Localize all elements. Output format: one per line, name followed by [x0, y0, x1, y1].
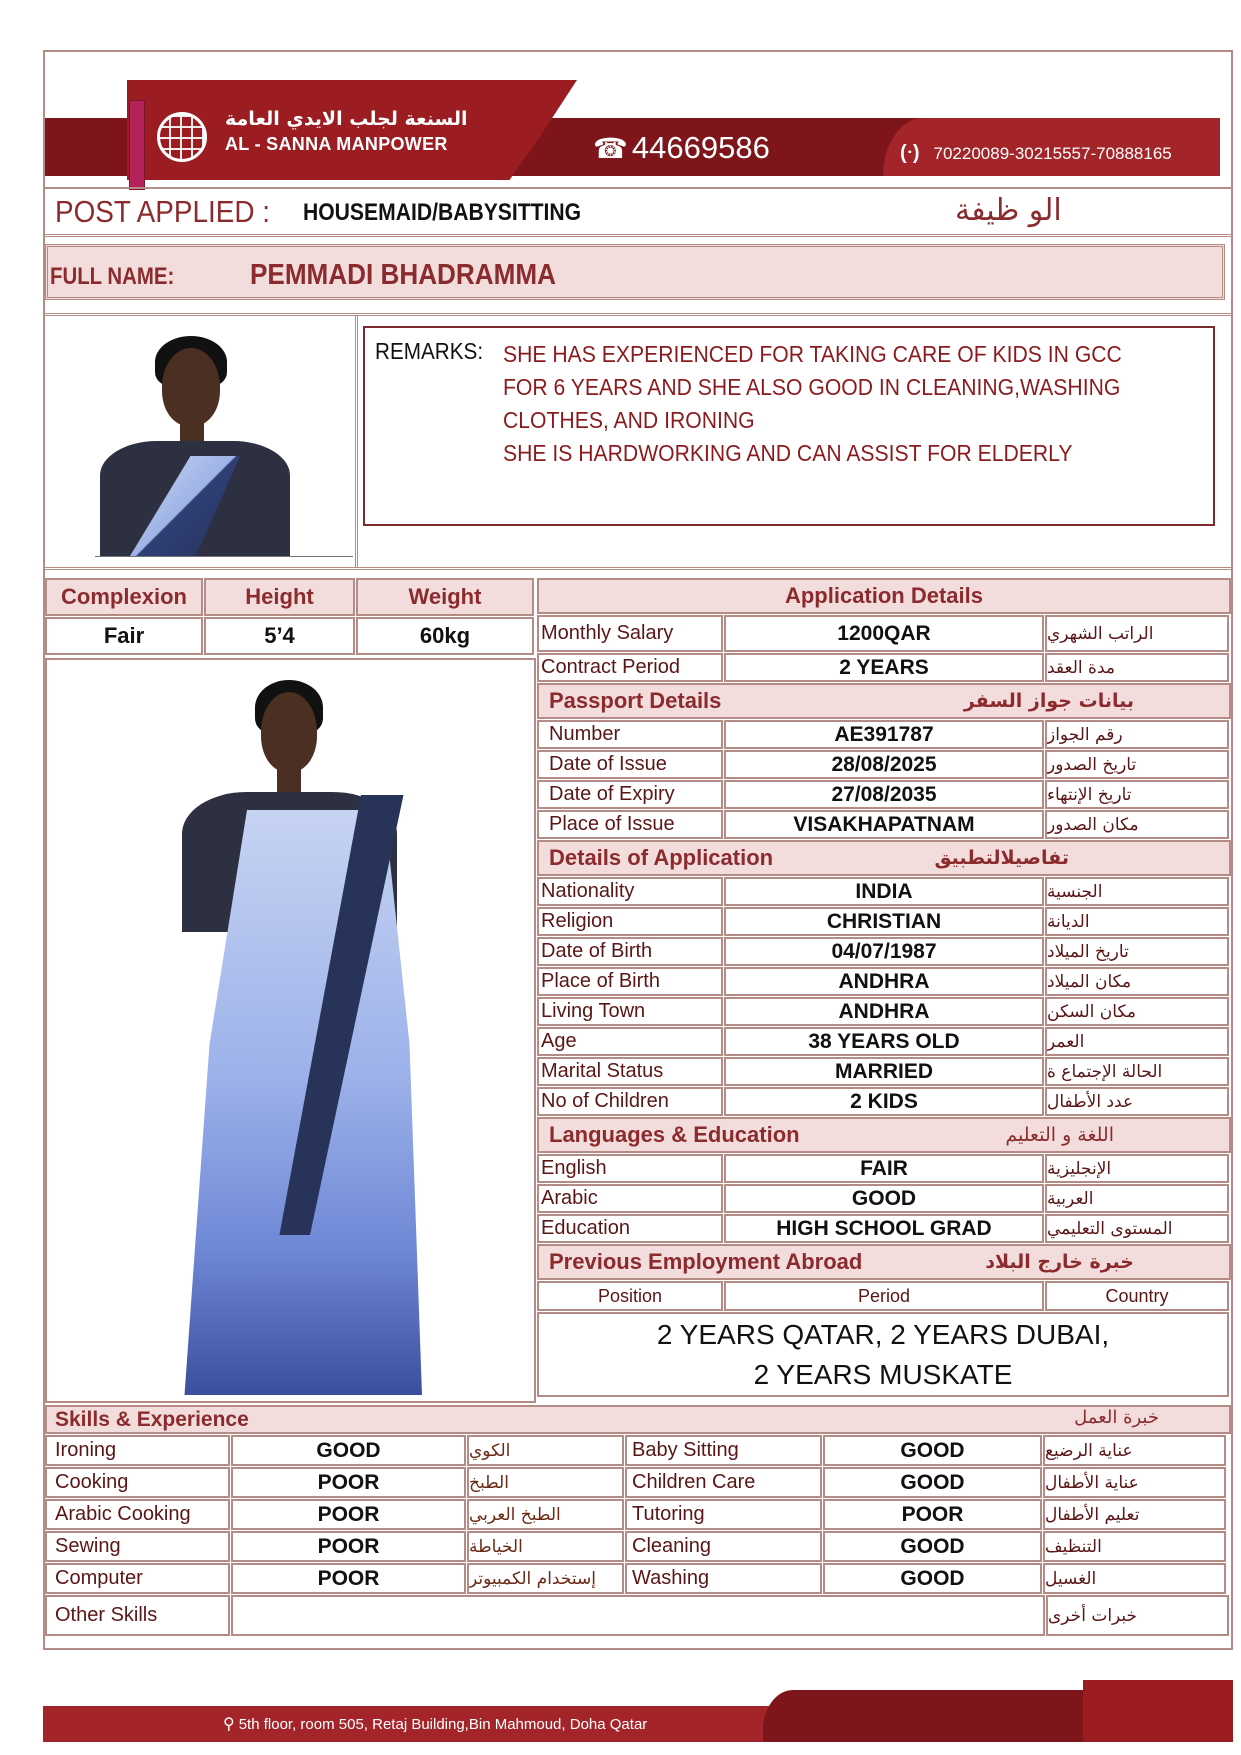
- company-name: AL - SANNA MANPOWER: [225, 134, 448, 154]
- post-applied-value: HOUSEMAID/BABYSITTING: [303, 199, 582, 226]
- post-applied-label-arabic: الو ظيفة: [955, 193, 1062, 228]
- no-of-children-label-arabic: عدد الأطفال: [1045, 1087, 1229, 1116]
- nationality-label: Nationality: [537, 877, 723, 906]
- arabic-value: GOOD: [724, 1184, 1044, 1213]
- date-of-birth-label-arabic: تاريخ الميلاد: [1045, 937, 1229, 966]
- company-name-arabic: السنعة لجلب الايدي العامة: [225, 108, 468, 130]
- detail-row: [537, 720, 1231, 749]
- nationality-value: INDIA: [724, 877, 1044, 906]
- religion-label: Religion: [537, 907, 723, 936]
- details-of-application-title: Details of Application: [549, 845, 774, 870]
- previous-employment-header: [537, 1244, 1231, 1280]
- place-of-issue-label: Place of Issue: [537, 810, 723, 839]
- date-of-expiry-value: 27/08/2035: [724, 780, 1044, 809]
- other-skills-row: [45, 1595, 1231, 1636]
- place-of-issue-label-arabic: مكان الصدور: [1045, 810, 1229, 839]
- skill-name: Computer: [45, 1563, 230, 1594]
- skill-row: [45, 1563, 1231, 1594]
- skill-row: [45, 1499, 1231, 1530]
- previous-employment-columns: [537, 1281, 1231, 1311]
- telephone-icon: ☎: [593, 133, 628, 164]
- skill-name: Baby Sitting: [625, 1435, 822, 1466]
- office-phone: [593, 130, 770, 166]
- living-town-label: Living Town: [537, 997, 723, 1026]
- detail-row: [537, 750, 1231, 779]
- nationality-label-arabic: الجنسية: [1045, 877, 1229, 906]
- application-details: [537, 578, 1231, 1398]
- skill-name: Children Care: [625, 1467, 822, 1498]
- skill-rating: GOOD: [823, 1563, 1042, 1594]
- no-of-children-value: 2 KIDS: [724, 1087, 1044, 1116]
- office-phone-number: 44669586: [631, 130, 770, 165]
- marital-status-label-arabic: الحالة الإجتماع ة: [1045, 1057, 1229, 1086]
- skill-name: Washing: [625, 1563, 822, 1594]
- place-of-issue-value: VISAKHAPATNAM: [724, 810, 1044, 839]
- remarks-box: [363, 326, 1215, 526]
- previous-employment-title: Previous Employment Abroad: [549, 1249, 863, 1274]
- skill-name: Arabic Cooking: [45, 1499, 230, 1530]
- age-value: 38 YEARS OLD: [724, 1027, 1044, 1056]
- post-applied-label: POST APPLIED :: [55, 194, 271, 229]
- footer-address-text: 5th floor, room 505, Retaj Building,Bin Mahmoud, Doha Qatar: [238, 1716, 648, 1733]
- weight-header: Weight: [356, 578, 534, 616]
- monthly-salary-value: 1200QAR: [724, 615, 1044, 652]
- living-town-value: ANDHRA: [724, 997, 1044, 1026]
- arabic-label-arabic: العربية: [1045, 1184, 1229, 1213]
- passport-details-header: [537, 683, 1231, 719]
- portrait-photo: [45, 316, 358, 567]
- remarks-line: FOR 6 YEARS AND SHE ALSO GOOD IN CLEANING,WASHING: [503, 374, 1121, 400]
- portrait-photo-figure: [100, 336, 300, 561]
- marital-status-value: MARRIED: [724, 1057, 1044, 1086]
- mobile-phone-numbers: 70220089-30215557-70888165: [933, 144, 1172, 163]
- languages-education-title-arabic: اللغة و التعليم: [1005, 1124, 1114, 1146]
- header-banner: [45, 110, 1220, 182]
- skill-name-arabic: التنظيف: [1043, 1531, 1226, 1562]
- english-label: English: [537, 1154, 723, 1183]
- period-column-header: Period: [724, 1281, 1044, 1311]
- date-of-birth-label: Date of Birth: [537, 937, 723, 966]
- footer-band-dark: [763, 1690, 1133, 1742]
- photo-remarks-section: [45, 313, 1231, 570]
- marital-status-label: Marital Status: [537, 1057, 723, 1086]
- height-value: 5’4: [204, 617, 355, 655]
- passport-details-title: Passport Details: [549, 688, 722, 713]
- mobile-phone-icon: (ᐧ): [900, 142, 920, 164]
- date-of-expiry-label: Date of Expiry: [537, 780, 723, 809]
- complexion-header: Complexion: [45, 578, 203, 616]
- previous-employment-title-arabic: خبرة خارج البلاد: [985, 1251, 1134, 1273]
- date-of-expiry-label-arabic: تاريخ الإنتهاء: [1045, 780, 1229, 809]
- religion-label-arabic: الديانة: [1045, 907, 1229, 936]
- place-of-birth-label: Place of Birth: [537, 967, 723, 996]
- detail-row: [537, 967, 1231, 996]
- skill-row: [45, 1531, 1231, 1562]
- full-name-label: FULL NAME:: [50, 263, 175, 290]
- full-body-photo: [45, 658, 536, 1403]
- detail-row: [537, 1214, 1231, 1243]
- place-of-birth-value: ANDHRA: [724, 967, 1044, 996]
- details-of-application-header: [537, 840, 1231, 876]
- skill-rating: POOR: [231, 1531, 466, 1562]
- detail-row: [537, 1057, 1231, 1086]
- date-of-issue-value: 28/08/2025: [724, 750, 1044, 779]
- education-label-arabic: المستوى التعليمي: [1045, 1214, 1229, 1243]
- detail-row: [537, 937, 1231, 966]
- skills-experience-header: [45, 1405, 1231, 1434]
- previous-employment-value: [537, 1312, 1229, 1397]
- contract-period-label-arabic: مدة العقد: [1045, 653, 1229, 682]
- footer-band-right: [1083, 1680, 1233, 1742]
- skill-name-arabic: تعليم الأطفال: [1043, 1499, 1226, 1530]
- skill-name-arabic: إستخدام الكمبيوتر: [467, 1563, 624, 1594]
- skill-rating: POOR: [231, 1563, 466, 1594]
- detail-row: [537, 1154, 1231, 1183]
- no-of-children-label: No of Children: [537, 1087, 723, 1116]
- passport-details-title-arabic: بيانات جواز السفر: [963, 690, 1134, 712]
- skill-name: Ironing: [45, 1435, 230, 1466]
- english-label-arabic: الإنجليزية: [1045, 1154, 1229, 1183]
- skill-row: [45, 1467, 1231, 1498]
- skills-experience-title: Skills & Experience: [55, 1407, 249, 1431]
- full-name-value: PEMMADI BHADRAMMA: [250, 259, 556, 291]
- footer-address: [223, 1714, 647, 1734]
- skill-name: Sewing: [45, 1531, 230, 1562]
- full-name-row: [45, 244, 1225, 300]
- date-of-issue-label: Date of Issue: [537, 750, 723, 779]
- skill-name: Cleaning: [625, 1531, 822, 1562]
- skill-name-arabic: الكوي: [467, 1435, 624, 1466]
- skill-name: Cooking: [45, 1467, 230, 1498]
- date-of-issue-label-arabic: تاريخ الصدور: [1045, 750, 1229, 779]
- arabic-label: Arabic: [537, 1184, 723, 1213]
- detail-row: [537, 877, 1231, 906]
- skill-name-arabic: الخياطة: [467, 1531, 624, 1562]
- skill-name: Tutoring: [625, 1499, 822, 1530]
- monthly-salary-label: Monthly Salary: [537, 615, 723, 652]
- detail-row: [537, 907, 1231, 936]
- other-skills-label-arabic: خبرات أخرى: [1046, 1595, 1229, 1636]
- position-column-header: Position: [537, 1281, 723, 1311]
- skill-rating: GOOD: [231, 1435, 466, 1466]
- skills-experience-title-arabic: خبرة العمل: [1074, 1407, 1159, 1428]
- passport-number-label-arabic: رقم الجواز: [1045, 720, 1229, 749]
- post-applied-row: [45, 187, 1231, 237]
- languages-education-header: [537, 1117, 1231, 1153]
- full-body-photo-figure: [147, 680, 447, 1395]
- height-header: Height: [204, 578, 355, 616]
- skill-rating: GOOD: [823, 1435, 1042, 1466]
- date-of-birth-value: 04/07/1987: [724, 937, 1044, 966]
- skill-rating: POOR: [231, 1467, 466, 1498]
- skill-row: [45, 1435, 1231, 1466]
- physical-stats-table: [45, 578, 536, 656]
- education-label: Education: [537, 1214, 723, 1243]
- other-skills-label: Other Skills: [45, 1595, 230, 1636]
- passport-number-label: Number: [537, 720, 723, 749]
- remarks-line: CLOTHES, AND IRONING: [503, 407, 755, 433]
- details-of-application-title-arabic: تفاصيلالتطبيق: [934, 847, 1069, 869]
- detail-row: [537, 653, 1231, 682]
- skill-rating: POOR: [231, 1499, 466, 1530]
- skill-rating: POOR: [823, 1499, 1042, 1530]
- skill-rating: GOOD: [823, 1467, 1042, 1498]
- skill-name-arabic: عناية الأطفال: [1043, 1467, 1226, 1498]
- contract-period-label: Contract Period: [537, 653, 723, 682]
- detail-row: [537, 1027, 1231, 1056]
- application-details-header: Application Details: [537, 578, 1231, 614]
- remarks-text: [503, 338, 1147, 470]
- banner-accent-strip: [129, 100, 145, 190]
- living-town-label-arabic: مكان السكن: [1045, 997, 1229, 1026]
- detail-row: [537, 615, 1231, 652]
- english-value: FAIR: [724, 1154, 1044, 1183]
- globe-logo-icon: [157, 112, 207, 162]
- languages-education-title: Languages & Education: [549, 1122, 800, 1147]
- education-value: HIGH SCHOOL GRAD: [724, 1214, 1044, 1243]
- place-of-birth-label-arabic: مكان الميلاد: [1045, 967, 1229, 996]
- skills-experience-table: [45, 1405, 1231, 1636]
- detail-row: [537, 810, 1231, 839]
- detail-row: [537, 780, 1231, 809]
- detail-row: [537, 1087, 1231, 1116]
- religion-value: CHRISTIAN: [724, 907, 1044, 936]
- skill-name-arabic: الغسيل: [1043, 1563, 1226, 1594]
- previous-employment-line: 2 YEARS QATAR, 2 YEARS DUBAI,: [656, 1318, 1110, 1350]
- skill-name-arabic: الطبخ العربي: [467, 1499, 624, 1530]
- mobile-phones: [900, 140, 1172, 165]
- footer-banner: [43, 1680, 1233, 1742]
- complexion-value: Fair: [45, 617, 203, 655]
- monthly-salary-label-arabic: الراتب الشهري: [1045, 615, 1229, 652]
- contract-period-value: 2 YEARS: [724, 653, 1044, 682]
- age-label: Age: [537, 1027, 723, 1056]
- remarks-line: SHE IS HARDWORKING AND CAN ASSIST FOR ELDERLY: [503, 440, 1073, 466]
- weight-value: 60kg: [356, 617, 534, 655]
- passport-number-value: AE391787: [724, 720, 1044, 749]
- skill-name-arabic: الطبخ: [467, 1467, 624, 1498]
- skill-name-arabic: عناية الرضيع: [1043, 1435, 1226, 1466]
- previous-employment-line: 2 YEARS MUSKATE: [753, 1358, 1013, 1390]
- remarks-label: REMARKS:: [375, 338, 484, 364]
- skill-rating: GOOD: [823, 1531, 1042, 1562]
- country-column-header: Country: [1045, 1281, 1229, 1311]
- age-label-arabic: العمر: [1045, 1027, 1229, 1056]
- detail-row: [537, 997, 1231, 1026]
- other-skills-value: [231, 1595, 1045, 1636]
- remarks-line: SHE HAS EXPERIENCED FOR TAKING CARE OF KIDS IN GCC: [503, 341, 1122, 367]
- detail-row: [537, 1184, 1231, 1213]
- location-pin-icon: ⚲: [223, 1716, 235, 1733]
